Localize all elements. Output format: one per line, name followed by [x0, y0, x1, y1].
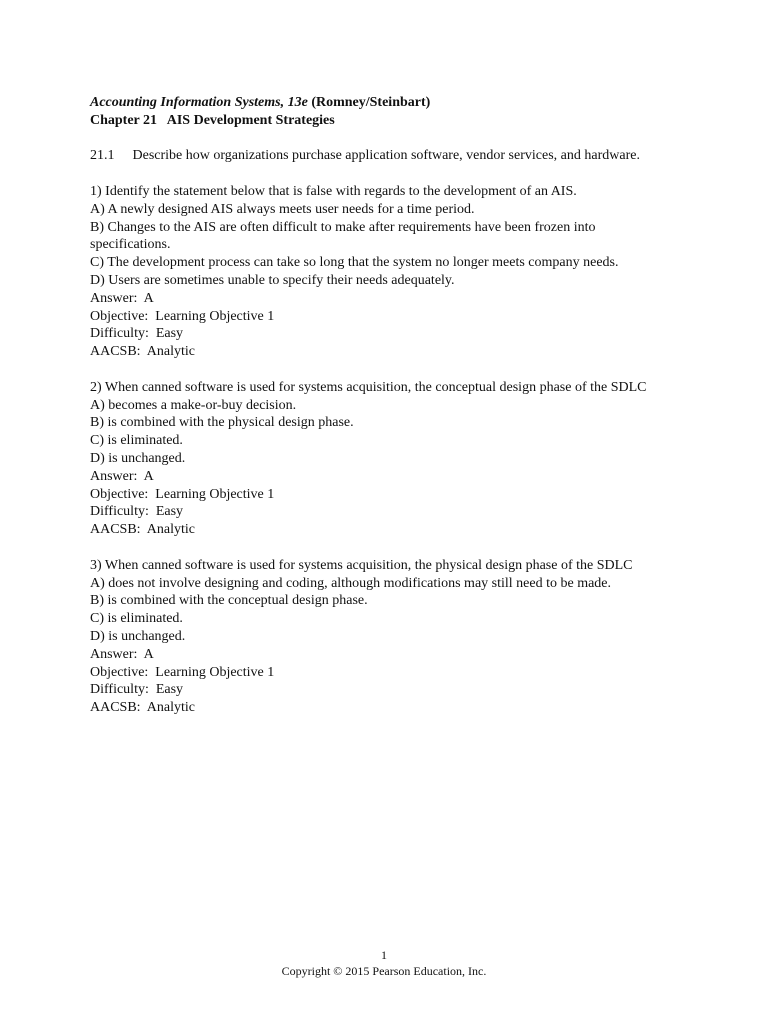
learning-objective	[90, 147, 690, 165]
spacer	[90, 539, 690, 557]
answer-key: Answer: A	[90, 468, 154, 484]
question-stem: 3) When canned software is used for systems acquisition, the physical design phase of the SDLC	[90, 557, 633, 573]
question-stem: 2) When canned software is used for systems acquisition, the conceptual design phase of the SDLC	[90, 379, 647, 395]
answer-option-c: C) is eliminated.	[90, 611, 183, 627]
answer-option-b: B) is combined with the physical design phase.	[90, 415, 354, 431]
question-1	[90, 183, 690, 361]
question-difficulty: Difficulty: Easy	[90, 504, 184, 520]
answer-option-d: D) is unchanged.	[90, 450, 186, 466]
page-content	[90, 94, 690, 717]
question-2	[90, 379, 690, 539]
spacer	[90, 361, 690, 379]
question-stem: 1) Identify the statement below that is false with regards to the development of an AIS.	[90, 183, 577, 199]
book-title: Accounting Information Systems, 13e	[90, 95, 308, 110]
question-objective: Objective: Learning Objective 1	[90, 308, 275, 324]
answer-option-d: D) Users are sometimes unable to specify their needs adequately.	[90, 272, 455, 288]
answer-option-a: A) A newly designed AIS always meets user needs for a time period.	[90, 201, 475, 217]
answer-option-c: C) is eliminated.	[90, 433, 183, 449]
question-aacsb: AACSB: Analytic	[90, 344, 196, 360]
question-difficulty: Difficulty: Easy	[90, 326, 184, 342]
spacer	[90, 165, 690, 183]
book-authors: (Romney/Steinbart)	[311, 95, 431, 110]
spacer	[90, 130, 690, 148]
question-objective: Objective: Learning Objective 1	[90, 486, 275, 502]
answer-option-b: B) Changes to the AIS are often difficult to make after requirements have been frozen into specifications.	[90, 219, 596, 253]
answer-key: Answer: A	[90, 646, 154, 662]
book-title-line	[90, 94, 690, 112]
question-aacsb: AACSB: Analytic	[90, 522, 196, 538]
answer-option-c: C) The development process can take so long that the system no longer meets company needs.	[90, 255, 619, 271]
copyright-notice: Copyright © 2015 Pearson Education, Inc.	[281, 964, 487, 978]
page-number: 1	[381, 948, 387, 962]
question-aacsb: AACSB: Analytic	[90, 700, 196, 716]
objective-text: Describe how organizations purchase application software, vendor services, and hardware.	[132, 148, 640, 164]
objective-number: 21.1	[90, 148, 115, 164]
answer-option-d: D) is unchanged.	[90, 628, 186, 644]
question-objective: Objective: Learning Objective 1	[90, 664, 275, 680]
answer-key: Answer: A	[90, 290, 154, 306]
question-3	[90, 557, 690, 717]
question-difficulty: Difficulty: Easy	[90, 682, 184, 698]
answer-option-b: B) is combined with the conceptual design phase.	[90, 593, 368, 609]
answer-option-a: A) does not involve designing and coding, although modifications may still need to be made.	[90, 575, 612, 591]
answer-option-a: A) becomes a make-or-buy decision.	[90, 397, 297, 413]
chapter-title: Chapter 21 AIS Development Strategies	[90, 112, 335, 128]
